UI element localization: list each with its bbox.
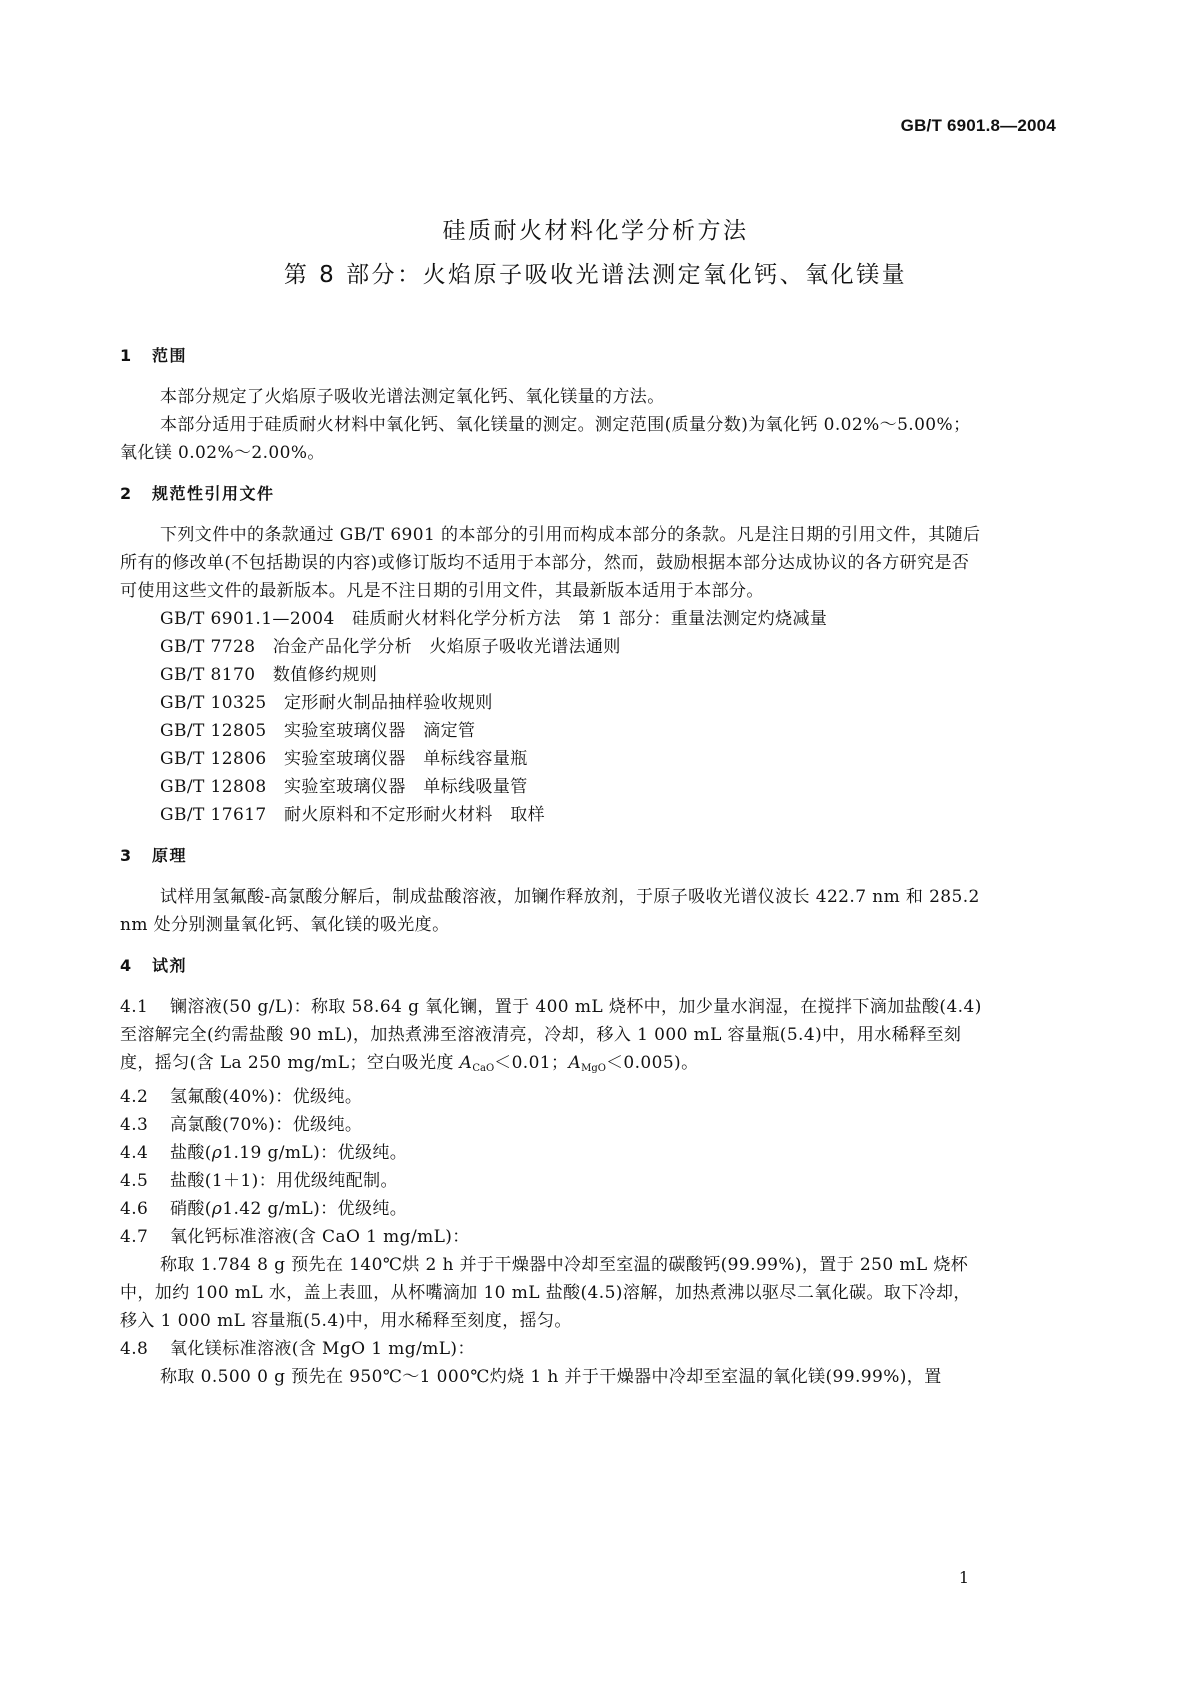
- reference-title: 硅质耐火材料化学分析方法 第 1 部分：重量法测定灼烧减量: [352, 609, 828, 629]
- density-symbol: ρ: [211, 1143, 223, 1163]
- item-text: 镧溶液(50 g/L)：称取 58.64 g 氧化镧，置于 400 mL 烧杯中，加少量水润湿，在搅拌下滴加盐酸(4.4)至溶解完全(约需盐酸 90 mL)，加热煮沸至溶液清亮，冷却，移入 1 000 mL 容量瓶(5.4)中，用水稀释至刻度，摇匀(含 La 250 mg/mL；空白吸光度: [120, 997, 982, 1073]
- item-text: ＜0.01；: [494, 1053, 569, 1073]
- reference-item: [120, 717, 982, 745]
- reference-code: GB/T 12808: [160, 777, 267, 797]
- section-heading-principle: [120, 844, 982, 868]
- reagent-item-4-8: [120, 1335, 982, 1363]
- item-text: 氧化镁标准溶液(含 MgO 1 mg/mL)：: [170, 1339, 475, 1359]
- item-text: ＜0.005)。: [605, 1053, 699, 1073]
- item-text: 氧化钙标准溶液(含 CaO 1 mg/mL)：: [170, 1227, 470, 1247]
- standard-code: GB/T 6901.8—2004: [900, 116, 1056, 135]
- absorbance-symbol: A: [459, 1053, 473, 1073]
- section-heading-normative-references: [120, 482, 982, 506]
- reference-code: GB/T 12805: [160, 721, 267, 741]
- section-title: 原理: [152, 846, 188, 865]
- section-title: 试剂: [152, 956, 188, 975]
- document-title-line1: 硅质耐火材料化学分析方法: [442, 218, 749, 244]
- reference-code: GB/T 6901.1—2004: [160, 609, 335, 629]
- page-number: 1: [958, 1568, 969, 1587]
- reagent-item-4-3: [120, 1111, 982, 1139]
- reference-item: [120, 773, 982, 801]
- item-text: 盐酸(1＋1)：用优级纯配制。: [170, 1171, 398, 1191]
- reference-title: 数值修约规则: [272, 665, 378, 685]
- item-text: 1.42 g/mL)：优级纯。: [222, 1199, 408, 1219]
- document-body: [120, 344, 982, 1391]
- paragraph: 本部分适用于硅质耐火材料中氧化钙、氧化镁量的测定。测定范围(质量分数)为氧化钙 0.02%～5.00%；氧化镁 0.02%～2.00%。: [120, 415, 971, 463]
- paragraph: 下列文件中的条款通过 GB/T 6901 的本部分的引用而构成本部分的条款。凡是注日期的引用文件，其随后所有的修改单(不包括勘误的内容)或修订版均不适用于本部分，然而，鼓励根据本部分达成协议的各方研究是否可使用这些文件的最新版本。凡是不注日期的引用文件，其最新版本适用于本部分。: [120, 525, 981, 601]
- paragraph: 本部分规定了火焰原子吸收光谱法测定氧化钙、氧化镁量的方法。: [160, 387, 665, 407]
- reference-title: 耐火原料和不定形耐火材料 取样: [284, 805, 546, 825]
- section-title: 规范性引用文件: [152, 484, 275, 503]
- reference-code: GB/T 17617: [160, 805, 267, 825]
- subscript-cao: CaO: [472, 1063, 495, 1074]
- reference-item: [120, 661, 982, 689]
- reference-item: [120, 633, 982, 661]
- reagent-item-4-5: [120, 1167, 982, 1195]
- item-number: 4.4: [120, 1143, 149, 1163]
- reagent-item-4-2: [120, 1083, 982, 1111]
- item-number: 4.6: [120, 1199, 149, 1219]
- reference-title: 实验室玻璃仪器 滴定管: [284, 721, 476, 741]
- subscript-mgo: MgO: [581, 1063, 606, 1074]
- section-number: 4: [120, 956, 133, 975]
- paragraph: 试样用氢氟酸-高氯酸分解后，制成盐酸溶液，加镧作释放剂，于原子吸收光谱仪波长 422.7 nm 和 285.2 nm 处分别测量氧化钙、氧化镁的吸光度。: [120, 887, 980, 935]
- reagent-item-4-7: [120, 1223, 982, 1251]
- reagent-item-4-6: [120, 1195, 982, 1223]
- section-number: 1: [120, 346, 133, 365]
- item-text: 高氯酸(70%)：优级纯。: [170, 1115, 363, 1135]
- reference-title: 冶金产品化学分析 火焰原子吸收光谱法通则: [272, 637, 621, 657]
- section-heading-reagents: [120, 954, 982, 978]
- section-number: 3: [120, 846, 133, 865]
- section-number: 2: [120, 484, 133, 503]
- reference-title: 实验室玻璃仪器 单标线吸量管: [284, 777, 528, 797]
- reagent-item-4-4: [120, 1139, 982, 1167]
- reagent-item-4-1: [120, 993, 982, 1083]
- section-heading-scope: [120, 344, 982, 368]
- reference-item: [120, 605, 982, 633]
- reference-code: GB/T 10325: [160, 693, 267, 713]
- reference-code: GB/T 8170: [160, 665, 256, 685]
- density-symbol: ρ: [211, 1199, 223, 1219]
- reference-item: [120, 689, 982, 717]
- section-title: 范围: [152, 346, 188, 365]
- reference-item: [120, 801, 982, 829]
- item-text: 盐酸(: [170, 1143, 212, 1163]
- reference-code: GB/T 7728: [160, 637, 256, 657]
- item-number: 4.1: [120, 997, 149, 1017]
- reference-code: GB/T 12806: [160, 749, 267, 769]
- paragraph: 称取 0.500 0 g 预先在 950℃～1 000℃灼烧 1 h 并于干燥器中冷却至室温的氧化镁(99.99%)，置: [160, 1367, 942, 1387]
- item-text: 1.19 g/mL)：优级纯。: [222, 1143, 408, 1163]
- absorbance-symbol: A: [568, 1053, 582, 1073]
- item-text: 氢氟酸(40%)：优级纯。: [170, 1087, 363, 1107]
- reference-title: 定形耐火制品抽样验收规则: [284, 693, 493, 713]
- item-number: 4.3: [120, 1115, 149, 1135]
- item-text: 硝酸(: [170, 1199, 212, 1219]
- document-title-line2: 第 8 部分：火焰原子吸收光谱法测定氧化钙、氧化镁量: [283, 262, 908, 288]
- reference-item: [120, 745, 982, 773]
- item-number: 4.7: [120, 1227, 149, 1247]
- paragraph: 称取 1.784 8 g 预先在 140℃烘 2 h 并于干燥器中冷却至室温的碳酸钙(99.99%)，置于 250 mL 烧杯中，加约 100 mL 水，盖上表皿，从杯嘴滴加 10 mL 盐酸(4.5)溶解，加热煮沸以驱尽二氧化碳。取下冷却，移入 1 000 mL 容量瓶(5.4)中，用水稀释至刻度，摇匀。: [120, 1255, 971, 1331]
- item-number: 4.5: [120, 1171, 149, 1191]
- item-number: 4.8: [120, 1339, 149, 1359]
- item-number: 4.2: [120, 1087, 149, 1107]
- reference-title: 实验室玻璃仪器 单标线容量瓶: [284, 749, 528, 769]
